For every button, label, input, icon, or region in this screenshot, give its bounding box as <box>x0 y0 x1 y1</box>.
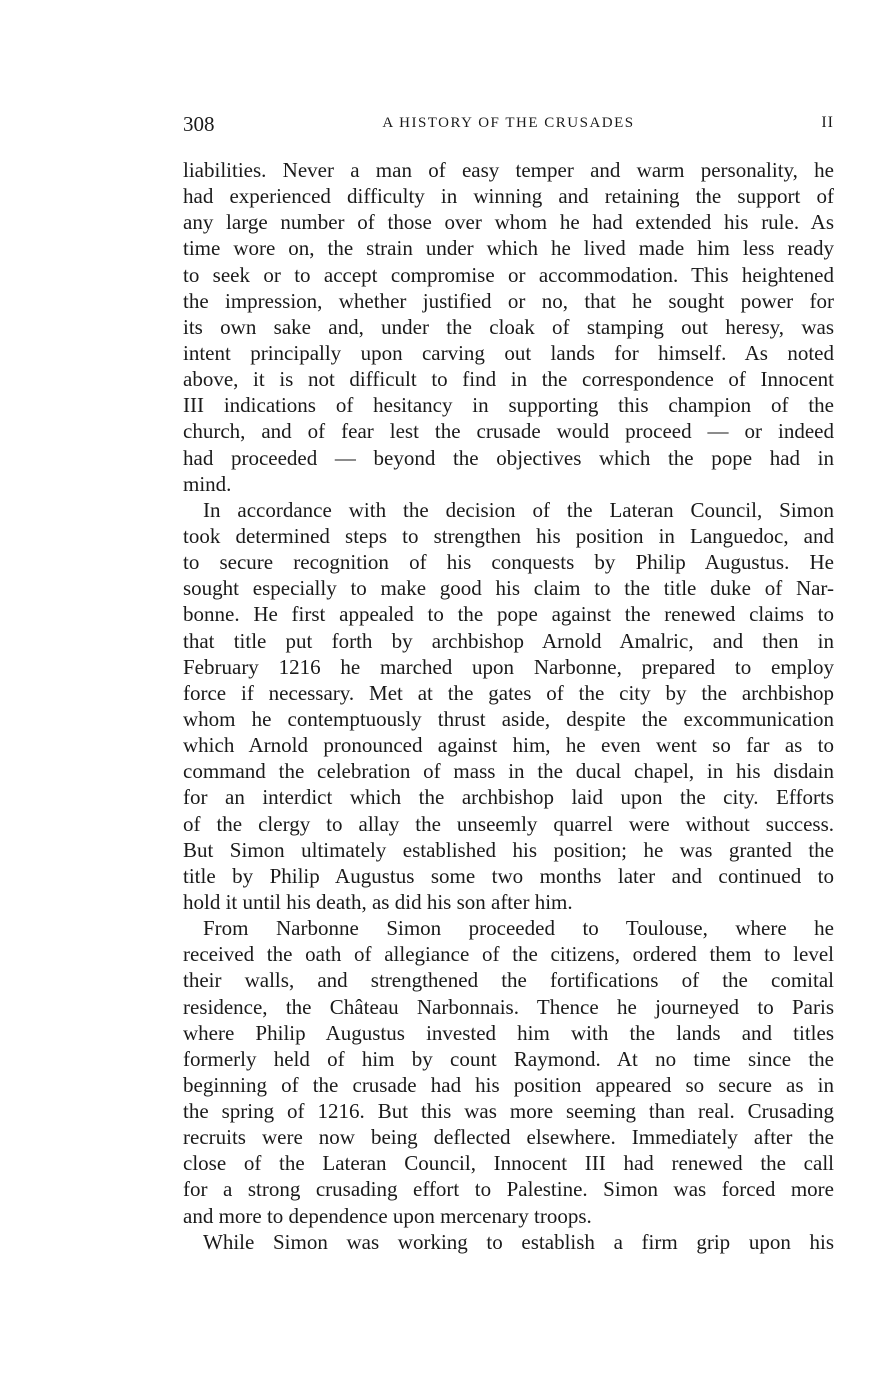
running-head <box>183 112 834 138</box>
text-line: had proceeded — beyond the objectives which the pope had in <box>183 445 834 470</box>
text-line: command the celebration of mass in the ducal chapel, in his disdain <box>183 759 834 784</box>
text-line: intent principally upon carving out lands for himself. As noted <box>183 340 834 365</box>
text-line: church, and of fear lest the crusade would proceed — or indeed <box>183 419 834 444</box>
text-line: While Simon was working to establish a firm grip upon his <box>203 1229 834 1254</box>
text-line: residence, the Château Narbonnais. Thence he journeyed to Paris <box>183 994 834 1019</box>
body-text <box>183 157 834 1255</box>
page-number: 308 <box>183 112 215 136</box>
text-line: hold it until his death, as did his son after him. <box>183 889 573 914</box>
text-line: liabilities. Never a man of easy temper and warm personality, he <box>183 158 834 182</box>
text-line: which Arnold pronounced against him, he even went so far as to <box>183 733 834 758</box>
paragraph <box>183 157 834 497</box>
paragraph <box>183 915 834 1229</box>
text-line: its own sake and, under the cloak of stamping out heresy, was <box>183 314 834 339</box>
text-line: close of the Lateran Council, Innocent III had renewed the call <box>183 1151 834 1176</box>
paragraph <box>183 497 834 915</box>
text-line: force if necessary. Met at the gates of the city by the archbishop <box>183 680 834 705</box>
text-line: any large number of those over whom he had extended his rule. As <box>183 210 834 235</box>
text-line: where Philip Augustus invested him with the lands and titles <box>183 1020 834 1045</box>
text-line: bonne. He first appealed to the pope against the renewed claims to <box>183 602 834 627</box>
volume-number: II <box>821 114 834 131</box>
text-line: of the clergy to allay the unseemly quarrel were without success. <box>183 811 834 836</box>
text-line: for a strong crusading effort to Palestine. Simon was forced more <box>183 1177 834 1202</box>
text-line: above, it is not difficult to find in the correspondence of Innocent <box>183 367 834 392</box>
text-line: formerly held of him by count Raymond. At no time since the <box>183 1046 834 1071</box>
text-line: and more to dependence upon mercenary troops. <box>183 1203 592 1228</box>
text-line: for an interdict which the archbishop laid upon the city. Efforts <box>183 785 834 810</box>
text-line: to secure recognition of his conquests by Philip Augustus. He <box>183 550 834 575</box>
text-line: title by Philip Augustus some two months later and continued to <box>183 863 834 888</box>
text-line: the impression, whether justified or no, that he sought power for <box>183 288 834 313</box>
paragraph <box>183 1229 834 1255</box>
text-line: that title put forth by archbishop Arnold Amalric, and then in <box>183 628 834 653</box>
text-line: whom he contemptuously thrust aside, despite the excommunication <box>183 706 834 731</box>
text-line: But Simon ultimately established his position; he was granted the <box>183 837 834 862</box>
text-line: the spring of 1216. But this was more seeming than real. Crusading <box>183 1099 834 1124</box>
text-line: mind. <box>183 471 232 496</box>
text-line: had experienced difficulty in winning and retaining the support of <box>183 184 834 209</box>
text-line: sought especially to make good his claim to the title duke of Nar- <box>183 576 834 601</box>
text-line: took determined steps to strengthen his position in Languedoc, and <box>183 523 834 548</box>
text-line: III indications of hesitancy in supporting this champion of the <box>183 393 834 418</box>
book-title: A HISTORY OF THE CRUSADES <box>382 115 635 131</box>
text-line: received the oath of allegiance of the citizens, ordered them to level <box>183 942 834 967</box>
text-line: their walls, and strengthened the fortifications of the comital <box>183 968 834 993</box>
text-line: From Narbonne Simon proceeded to Toulouse, where he <box>203 916 834 941</box>
text-line: time wore on, the strain under which he lived made him less ready <box>183 236 834 261</box>
text-line: to seek or to accept compromise or accommodation. This heightened <box>183 262 834 287</box>
text-line: In accordance with the decision of the Lateran Council, Simon <box>203 497 834 522</box>
text-line: recruits were now being deflected elsewhere. Immediately after the <box>183 1125 834 1150</box>
text-line: February 1216 he marched upon Narbonne, prepared to employ <box>183 654 834 679</box>
text-line: beginning of the crusade had his position appeared so secure as in <box>183 1072 834 1097</box>
